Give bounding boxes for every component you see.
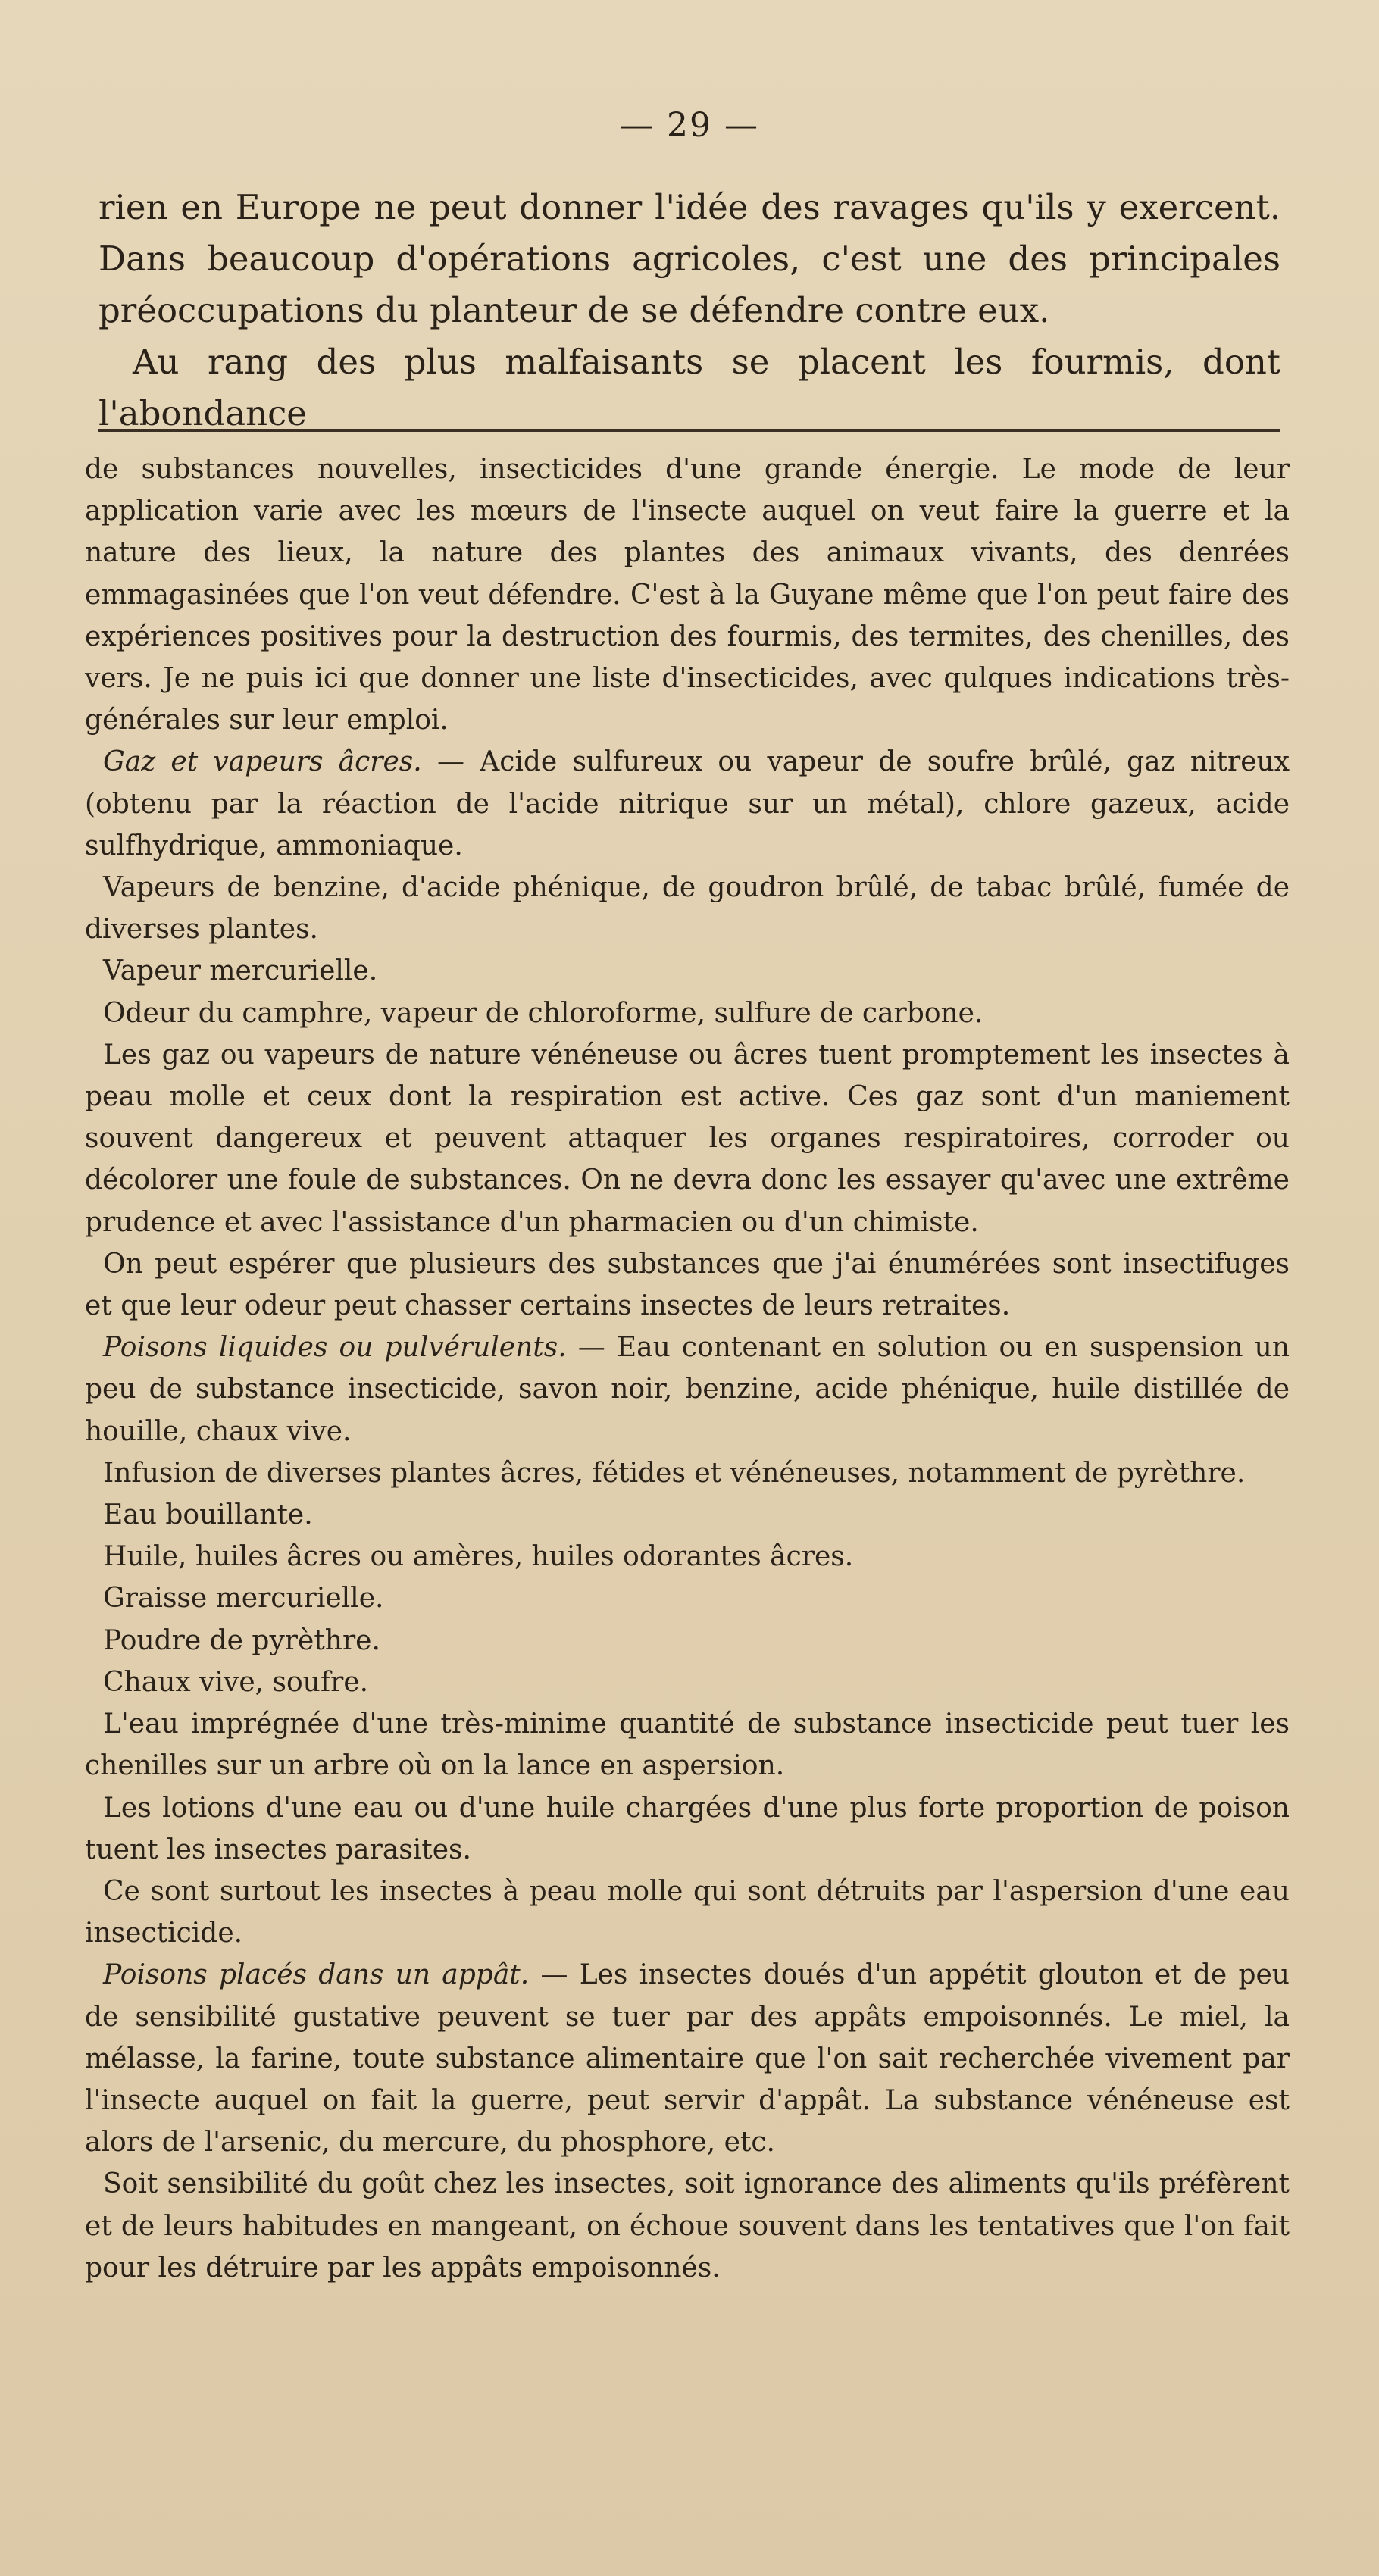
page-number: — 29 — — [620, 106, 759, 145]
note-paragraph: Eau bouillante. — [103, 1499, 313, 1531]
footnote-text — [85, 449, 1290, 2289]
main-paragraph: rien en Europe ne peut donner l'idée des ravages qu'ils y exercent. Dans beaucoup d'opérations agricoles, c'est une des principales préoccupations du planteur de se défendre contre eux. — [98, 187, 1280, 330]
section-heading: Poisons liquides ou pulvérulents. — [103, 1332, 567, 1364]
note-paragraph — [85, 1954, 1290, 2163]
note-paragraph: Soit sensibilité du goût chez les insectes, soit ignorance des aliments qu'ils préfèrent et de leurs habitudes en mangeant, on échoue souvent dans les tentatives que l'on fait pour les détruire par les appâts empoisonnés. — [85, 2168, 1290, 2284]
note-paragraph: Vapeurs de benzine, d'acide phénique, de goudron brûlé, de tabac brûlé, fumée de diverses plantes. — [85, 872, 1290, 946]
note-paragraph: Infusion de diverses plantes âcres, fétides et vénéneuses, notamment de pyrèthre. — [103, 1457, 1246, 1489]
footnote-separator — [98, 429, 1280, 432]
note-paragraph — [85, 1327, 1290, 1452]
note-paragraph: Les gaz ou vapeurs de nature vénéneuse ou âcres tuent promptement les insectes à peau molle et ceux dont la respiration est active. Ces gaz sont d'un maniement souvent dangereux et peuvent attaquer les organes respiratoires, corroder ou décolorer une foule de substances. On ne devra donc les essayer qu'avec une extrême prudence et avec l'assistance d'un pharmacien ou d'un chimiste. — [85, 1039, 1290, 1238]
main-paragraph-text: Au rang des plus malfaisants se placent les fourmis, dont l'abondance — [98, 342, 1280, 433]
note-paragraph: On peut espérer que plusieurs des substances que j'ai énumérées sont insectifuges et que leur odeur peut chasser certains insectes de leurs retraites. — [85, 1248, 1290, 1322]
section-text: — Les insectes doués d'un appétit glouton et de peu de sensibilité gustative peuvent se tuer par des appâts empoisonnés. Le miel, la mélasse, la farine, toute substance alimentaire que l'on sait recherchée vivement par l'insecte auquel on fait la guerre, peut servir d'appât. La substance vénéneuse est alors de l'arsenic, du mercure, du phosphore, etc. — [85, 1959, 1290, 2159]
note-paragraph: Vapeur mercurielle. — [103, 955, 378, 987]
note-paragraph: Graisse mercurielle. — [103, 1583, 384, 1615]
note-paragraph: Odeur du camphre, vapeur de chloroforme, sulfure de carbone. — [103, 997, 983, 1029]
note-paragraph: Poudre de pyrèthre. — [103, 1624, 380, 1656]
note-paragraph: L'eau imprégnée d'une très-minime quantité de substance insecticide peut tuer les chenilles sur un arbre où on la lance en aspersion. — [85, 1708, 1290, 1782]
note-paragraph: de substances nouvelles, insecticides d'une grande énergie. Le mode de leur application varie avec les mœurs de l'insecte auquel on veut faire la guerre et la nature des lieux, la nature des plantes des animaux vivants, des denrées emmagasinées que l'on veut défendre. C'est à la Guyane même que l'on peut faire des expériences positives pour la destruction des fourmis, des termites, des chenilles, des vers. Je ne puis ici que donner une liste d'insecticides, avec qulques indications très-générales sur leur emploi. — [85, 454, 1290, 736]
note-paragraph: Huile, huiles âcres ou amères, huiles odorantes âcres. — [103, 1541, 854, 1573]
note-paragraph — [85, 741, 1290, 867]
note-paragraph: Ce sont surtout les insectes à peau molle qui sont détruits par l'aspersion d'une eau insecticide. — [85, 1875, 1290, 1949]
note-paragraph: Les lotions d'une eau ou d'une huile chargées d'une plus forte proportion de poison tuent les insectes parasites. — [85, 1792, 1290, 1865]
main-text — [98, 182, 1280, 439]
section-heading: Poisons placés dans un appât. — [103, 1959, 530, 1991]
section-text: — Acide sulfureux ou vapeur de soufre brûlé, gaz nitreux (obtenu par la réaction de l'acide nitrique sur un métal), chlore gazeux, acide sulfhydrique, ammoniaque. — [85, 746, 1290, 861]
section-heading: Gaz et vapeurs âcres. — [103, 746, 422, 778]
section-text: — Eau contenant en solution ou en suspension un peu de substance insecticide, savon noir, benzine, acide phénique, huile distillée de houille, chaux vive. — [85, 1332, 1290, 1447]
main-paragraph — [98, 336, 1280, 439]
note-paragraph: Chaux vive, soufre. — [103, 1666, 369, 1698]
